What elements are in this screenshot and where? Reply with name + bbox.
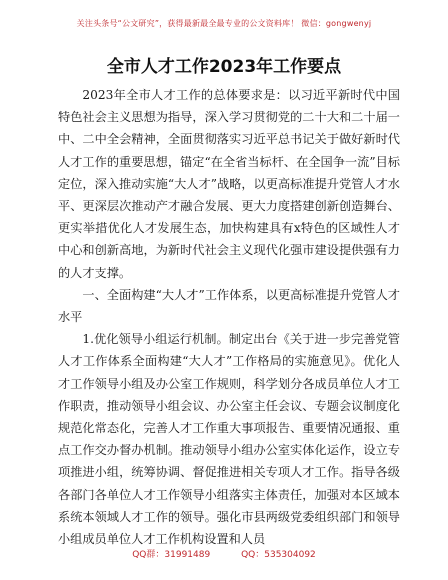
- item-paragraph: 1.优化领导小组运行机制。制定出台《关于进一步完善党管人才工作体系全面构建“大人才”工作格局的实施意见》。优化人才工作领导小组及办公室工作规则，科学划分各成员单位人才工作职责，推动领导小组会议、办公室主任会议、专题会议制度化规范化常态化，完善人才工作重大事项报告、重要情况通报、重点工作交办督办机制。推动领导小组办公室实体化运作，设立专项推进小组，统筹协调、督促推进相关专项人才工作。指导各级各部门各单位人才工作领导小组落实主体责任，加强对本区域本系统本领域人才工作的领导。强化市县两级党委组织部门和领导小组成员单位人才工作机构设置和人员: [58, 332, 400, 547]
- document-body: [58, 84, 400, 550]
- qq-group-text: QQ群：31991489: [132, 550, 211, 560]
- promo-banner: 关注头条号“公文研究”，获得最新最全最专业的公文资料库！ 微信：gongwenyj: [76, 19, 372, 28]
- intro-paragraph: 2023年全市人才工作的总体要求是：以习近平新时代中国特色社会主义思想为指导，深入学习贯彻党的二十大和二十届一中、二中全会精神，全面贯彻落实习近平总书记关于做好新时代人才工作的重要思想，锚定“在全省当标杆、在全国争一流”目标定位，深入推动实施“大人才”战略，以更高标准提升党管人才水平、更深层次推动产才融合发展、更大力度搭建创新创造舞台、更实举措优化人才发展生态，加快构建具有x特色的区域性人才中心和创新高地，为新时代社会主义现代化强市建设提供强有力的人才支撑。: [58, 88, 400, 280]
- contact-footer: [0, 547, 448, 560]
- section-heading: 一、全面构建“大人才”工作体系，以更高标准提升党管人才水平: [58, 287, 400, 325]
- qq-text: QQ：535304092: [241, 550, 316, 560]
- document-title: 全市人才工作2023年工作要点: [106, 57, 342, 77]
